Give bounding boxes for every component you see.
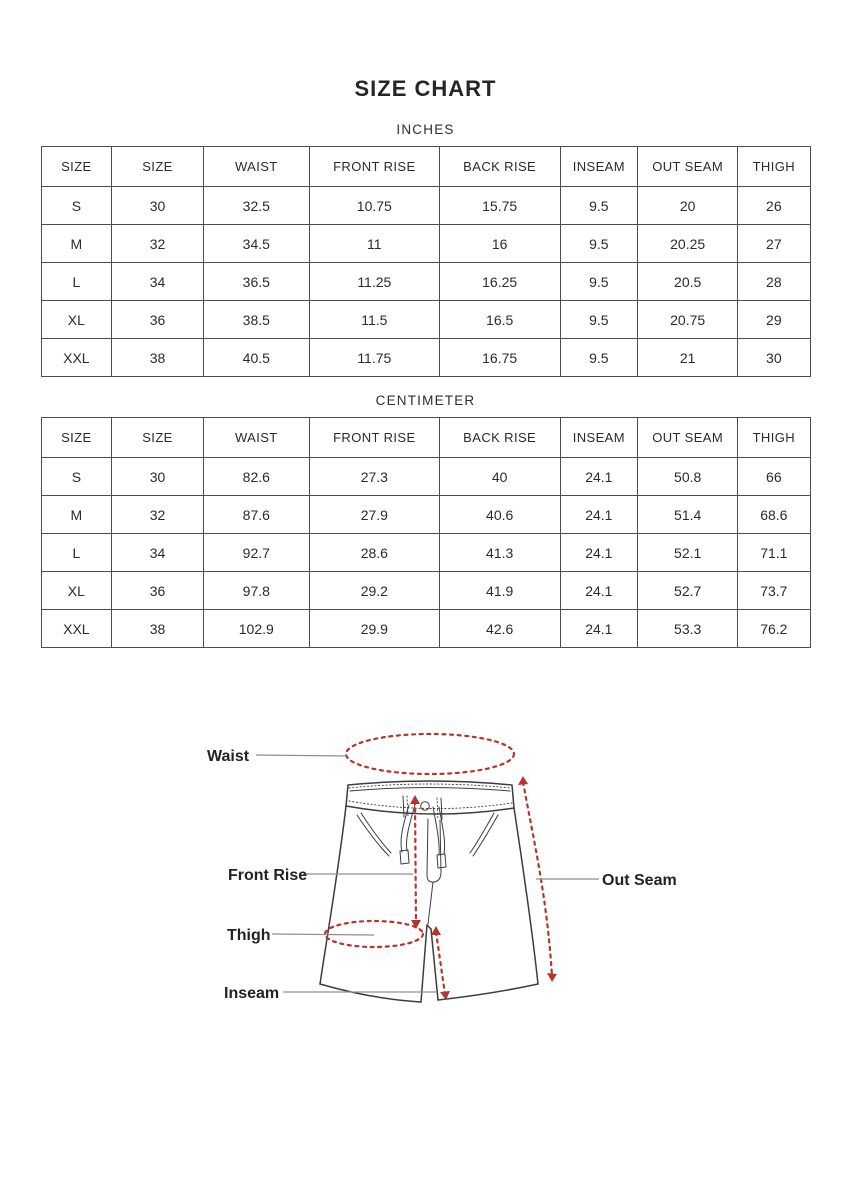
column-header: SIZE [41,147,112,187]
table-cell: 30 [112,458,204,496]
column-header: WAIST [203,418,309,458]
column-header: INSEAM [560,418,638,458]
table-row [41,496,810,534]
column-header: THIGH [738,147,810,187]
table-cell: 34 [112,263,204,301]
shorts-measurement-diagram [0,692,851,1072]
table-cell: 16 [439,225,560,263]
table-cell: S [41,187,112,225]
table-cell: 76.2 [738,610,810,648]
table-cell: 73.7 [738,572,810,610]
table-cell: 32 [112,496,204,534]
table-cell: L [41,534,112,572]
thigh-measure-ellipse [325,921,423,947]
table-cell: 24.1 [560,610,638,648]
table-cell: 42.6 [439,610,560,648]
table-cell: 41.3 [439,534,560,572]
table-cell: 16.25 [439,263,560,301]
table-cell: L [41,263,112,301]
table-row [41,610,810,648]
table-cell: 11 [309,225,439,263]
table-cell: 24.1 [560,458,638,496]
table-row [41,339,810,377]
table-cell: 32.5 [203,187,309,225]
table-cell: 38 [112,339,204,377]
table-cell: 11.75 [309,339,439,377]
table-header-row [41,147,810,187]
table-row [41,534,810,572]
table-cell: 52.1 [638,534,738,572]
table-cell: 30 [738,339,810,377]
waistband-button [421,802,430,811]
table-cell: 36.5 [203,263,309,301]
table-row [41,572,810,610]
column-header: THIGH [738,418,810,458]
column-header: OUT SEAM [638,147,738,187]
table-cell: 87.6 [203,496,309,534]
table-cell: 11.25 [309,263,439,301]
column-header: OUT SEAM [638,418,738,458]
table-row [41,187,810,225]
table-cell: 24.1 [560,534,638,572]
table-cell: S [41,458,112,496]
inseam-label: Inseam [224,985,280,1002]
table-cell: 24.1 [560,496,638,534]
column-header: FRONT RISE [309,418,439,458]
table-cell: 50.8 [638,458,738,496]
table-cell: 68.6 [738,496,810,534]
table-cell: 20.75 [638,301,738,339]
table-cell: 21 [638,339,738,377]
table-cell: 27.3 [309,458,439,496]
table-cell: 9.5 [560,187,638,225]
table-row [41,225,810,263]
table-row [41,458,810,496]
table-cell: XXL [41,339,112,377]
table-cell: 40.6 [439,496,560,534]
table-row [41,301,810,339]
column-header: SIZE [112,418,204,458]
table-cell: 102.9 [203,610,309,648]
table-cell: 38 [112,610,204,648]
table-cell: 27.9 [309,496,439,534]
table-cell: 9.5 [560,225,638,263]
table-cell: 40 [439,458,560,496]
table-cell: 16.5 [439,301,560,339]
table-cell: 36 [112,572,204,610]
table-cell: 71.1 [738,534,810,572]
table-cell: 40.5 [203,339,309,377]
page-title: SIZE CHART [354,76,497,101]
thigh-label: Thigh [227,927,271,944]
waist-measure-ellipse [346,734,514,774]
table-cell: 41.9 [439,572,560,610]
table-cell: 10.75 [309,187,439,225]
column-header: BACK RISE [439,147,560,187]
table-cell: 34.5 [203,225,309,263]
table-cell: M [41,225,112,263]
table-header-row [41,418,810,458]
table-cell: 24.1 [560,572,638,610]
table-cell: XL [41,301,112,339]
column-header: SIZE [41,418,112,458]
table-cell: 9.5 [560,301,638,339]
table-row [41,263,810,301]
table-cell: 26 [738,187,810,225]
table-cell: 9.5 [560,339,638,377]
table-cell: 20 [638,187,738,225]
unit-label-centimeter: CENTIMETER [375,393,476,408]
table-cell: 32 [112,225,204,263]
thigh-connector-line [272,934,374,935]
table-cell: 11.5 [309,301,439,339]
table-cell: 92.7 [203,534,309,572]
table-cell: 38.5 [203,301,309,339]
table-cell: 16.75 [439,339,560,377]
table-cell: 52.7 [638,572,738,610]
size-table-inches [41,146,811,377]
table-cell: XL [41,572,112,610]
table-cell: 36 [112,301,204,339]
front-rise-measure-line [415,801,416,923]
size-table-centimeter [41,417,811,648]
table-cell: 30 [112,187,204,225]
column-header: BACK RISE [439,418,560,458]
shorts-illustration [320,781,538,1002]
table-cell: 29 [738,301,810,339]
table-cell: 97.8 [203,572,309,610]
table-cell: 29.2 [309,572,439,610]
table-cell: 66 [738,458,810,496]
waist-label: Waist [207,748,250,765]
table-cell: M [41,496,112,534]
column-header: FRONT RISE [309,147,439,187]
table-cell: 28 [738,263,810,301]
table-cell: 20.5 [638,263,738,301]
table-cell: 51.4 [638,496,738,534]
table-cell: 82.6 [203,458,309,496]
table-cell: 9.5 [560,263,638,301]
inseam-measure-line [436,932,445,994]
table-cell: XXL [41,610,112,648]
out-seam-label: Out Seam [602,872,677,889]
table-cell: 53.3 [638,610,738,648]
column-header: INSEAM [560,147,638,187]
table-cell: 15.75 [439,187,560,225]
front-rise-label: Front Rise [228,867,308,884]
column-header: SIZE [112,147,204,187]
table-cell: 20.25 [638,225,738,263]
waist-connector-line [256,755,346,756]
table-cell: 34 [112,534,204,572]
table-cell: 27 [738,225,810,263]
table-cell: 28.6 [309,534,439,572]
unit-label-inches: INCHES [396,122,455,137]
column-header: WAIST [203,147,309,187]
table-cell: 29.9 [309,610,439,648]
